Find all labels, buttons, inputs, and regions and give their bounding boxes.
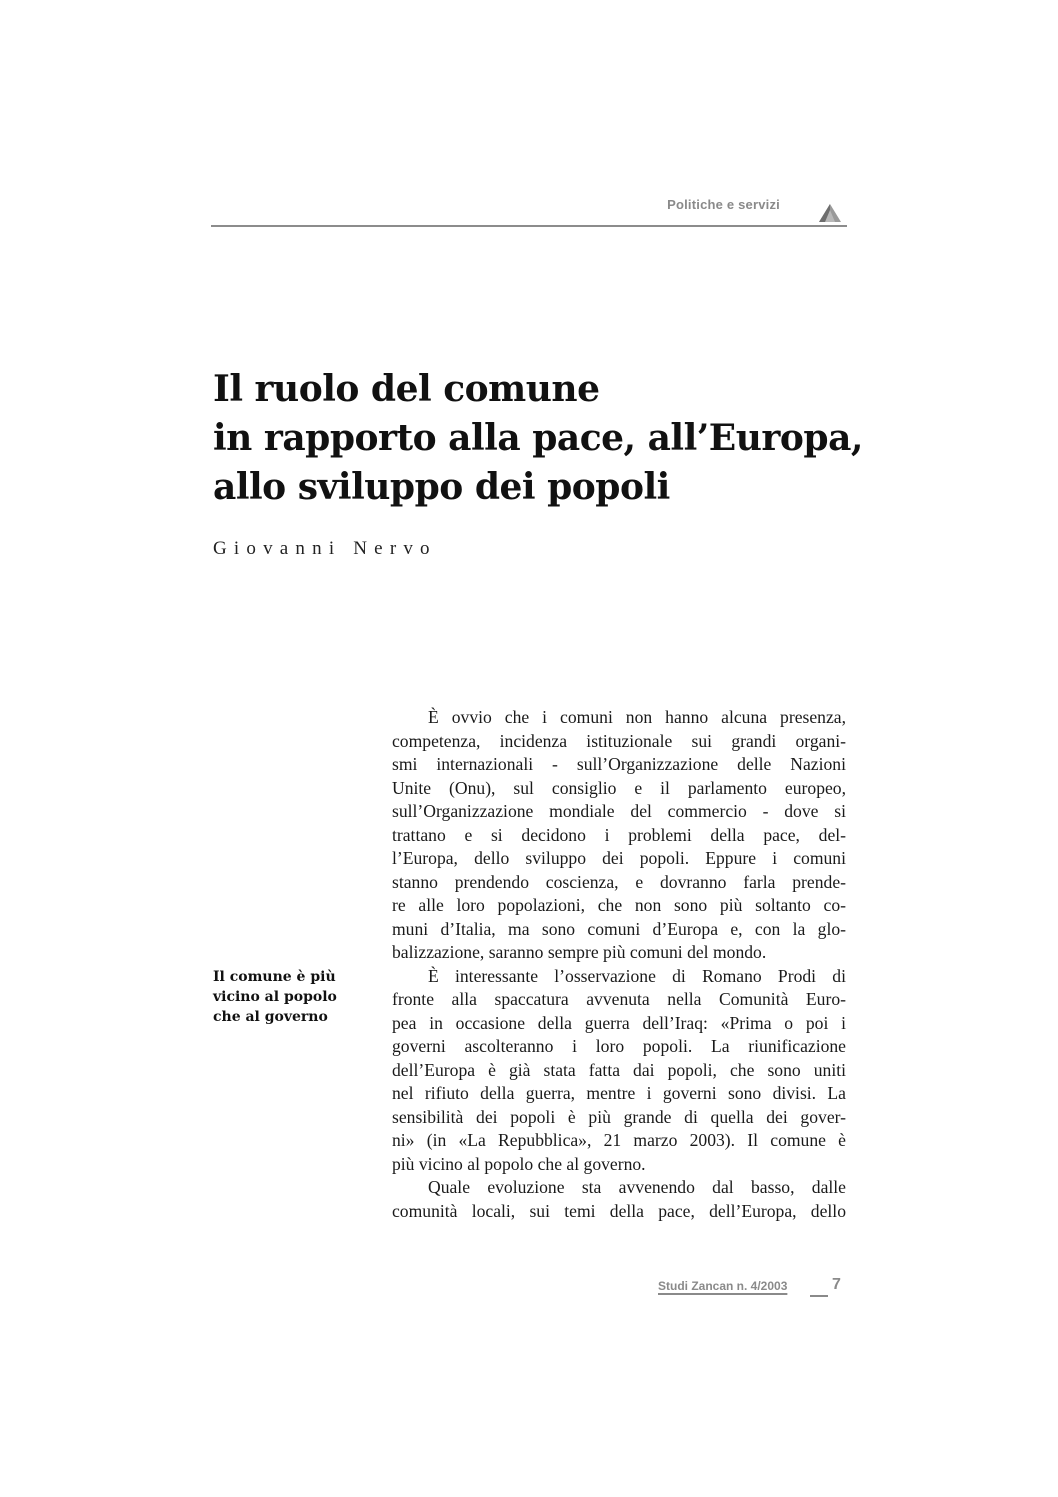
body-line: È ovvio che i comuni non hanno alcuna presenza, xyxy=(428,707,846,727)
body-line: governi ascolteranno i loro popoli. La riunificazione xyxy=(392,1036,846,1056)
section-label: Politiche e servizi xyxy=(667,197,780,212)
marginal-note xyxy=(213,967,353,1027)
body-line: Quale evoluzione sta avvenendo dal basso, dalle xyxy=(428,1177,846,1197)
title-line: in rapporto alla pace, all’Europa, xyxy=(213,417,863,459)
body-line: trattano e si decidono i problemi della pace, del- xyxy=(392,824,846,845)
page-number: 7 xyxy=(832,1276,841,1293)
body-line: dell’Europa è già stata fatta dai popoli, che sono uniti xyxy=(392,1059,846,1080)
body-line: È interessante l’osservazione di Romano Prodi di xyxy=(428,965,846,986)
body-line: ni» (in «La Repubblica», 21 marzo 2003). Il comune è xyxy=(392,1130,846,1150)
body-line: sull’Organizzazione mondiale del commercio - dove si xyxy=(392,801,846,821)
body-line: l’Europa, dello sviluppo dei popoli. Eppure i comuni xyxy=(392,848,846,868)
article-title xyxy=(213,365,863,512)
header-rule xyxy=(211,225,847,227)
marginal-note-line: che al governo xyxy=(213,1009,328,1025)
body-line: più vicino al popolo che al governo. xyxy=(392,1153,646,1174)
journal-citation: Studi Zancan n. 4/2003 xyxy=(658,1279,788,1293)
body-line: stanno prendendo coscienza, e dovranno farla prende- xyxy=(392,871,846,892)
body-line: smi internazionali - sull’Organizzazione delle Nazioni xyxy=(392,754,846,774)
body-line: Unite (Onu), sul consiglio e il parlamento europeo, xyxy=(392,777,846,798)
marginal-note-line: Il comune è più xyxy=(213,969,336,985)
body-line: pea in occasione della guerra dell’Iraq: «Prima o poi i xyxy=(392,1012,846,1033)
title-line: Il ruolo del comune xyxy=(213,368,600,410)
body-line: comunità locali, sui temi della pace, dell’Europa, dello xyxy=(392,1200,846,1221)
article-body xyxy=(392,706,846,1223)
author-name: Giovanni Nervo xyxy=(213,538,437,559)
footer-rule xyxy=(810,1295,828,1297)
body-line: sensibilità dei popoli è più grande di quella dei gover- xyxy=(392,1106,846,1127)
title-line: allo sviluppo dei popoli xyxy=(213,466,670,508)
triangle-logo-icon xyxy=(819,204,841,222)
body-line: re alle loro popolazioni, che non sono più soltanto co- xyxy=(392,895,846,915)
body-line: muni d’Italia, ma sono comuni d’Europa e, con la glo- xyxy=(392,918,846,939)
page-footer xyxy=(658,1276,846,1297)
body-line: competenza, incidenza istituzionale sui grandi organi- xyxy=(392,730,846,751)
body-line: balizzazione, saranno sempre più comuni del mondo. xyxy=(392,942,767,962)
body-line: nel rifiuto della guerra, mentre i governi sono divisi. La xyxy=(392,1083,846,1103)
marginal-note-line: vicino al popolo xyxy=(213,989,337,1005)
body-line: fronte alla spaccatura avvenuta nella Comunità Euro- xyxy=(392,989,846,1009)
